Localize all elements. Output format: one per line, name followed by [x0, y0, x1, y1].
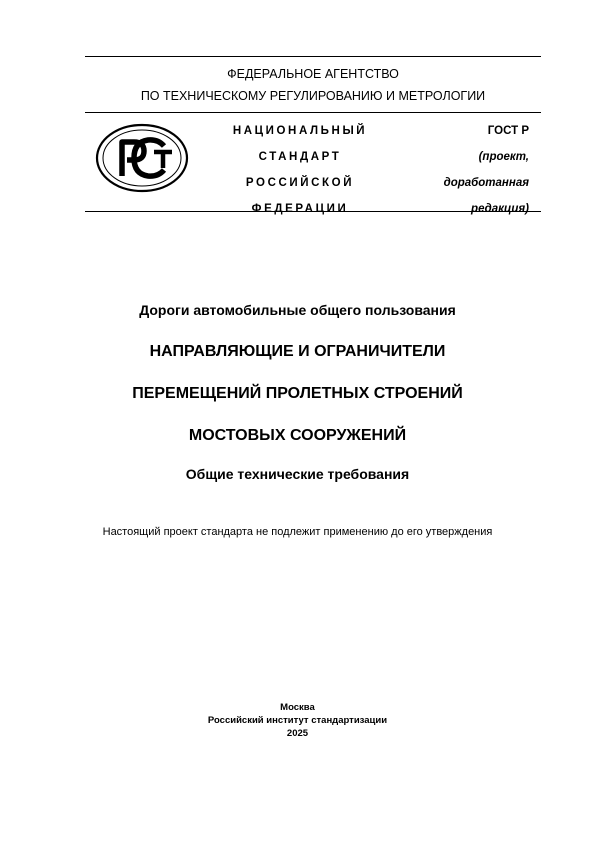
document-subject: Дороги автомобильные общего пользования — [139, 302, 456, 318]
draft-line-3: редакция) — [471, 203, 529, 215]
agency-line-2: ПО ТЕХНИЧЕСКОМУ РЕГУЛИРОВАНИЮ И МЕТРОЛОГИИ — [140, 89, 486, 103]
imprint-publisher: Российский институт стандартизации — [207, 715, 388, 726]
national-standard-title — [200, 118, 400, 222]
standard-line-1: НАЦИОНАЛЬНЫЙ — [232, 125, 368, 137]
header-divider — [85, 112, 541, 113]
draft-line-2: доработанная — [443, 177, 529, 189]
agency-name — [85, 63, 541, 107]
draft-line-1: (проект, — [478, 151, 529, 163]
agency-line-1: ФЕДЕРАЛЬНОЕ АГЕНТСТВО — [227, 67, 399, 81]
standard-line-4: ФЕДЕРАЦИИ — [251, 203, 349, 215]
draft-notice: Настоящий проект стандарта не подлежит применению до его утверждения — [102, 526, 493, 538]
standard-line-3: РОССИЙСКОЙ — [245, 177, 355, 189]
document-subtitle: Общие технические требования — [185, 466, 410, 482]
imprint-city: Москва — [280, 702, 315, 713]
title-line-2: ПЕРЕМЕЩЕНИЙ ПРОЛЕТНЫХ СТРОЕНИЙ — [132, 385, 463, 402]
gost-code: ГОСТ Р — [487, 125, 529, 137]
gost-designation — [409, 118, 529, 222]
imprint-year: 2025 — [286, 728, 309, 739]
standard-line-2: СТАНДАРТ — [258, 151, 342, 163]
rosstandart-pct-logo-icon — [94, 122, 190, 194]
title-line-3: МОСТОВЫХ СООРУЖЕНИЙ — [188, 427, 407, 444]
standard-header — [85, 56, 541, 215]
title-line-1: НАПРАВЛЯЮЩИЕ И ОГРАНИЧИТЕЛИ — [149, 343, 446, 360]
